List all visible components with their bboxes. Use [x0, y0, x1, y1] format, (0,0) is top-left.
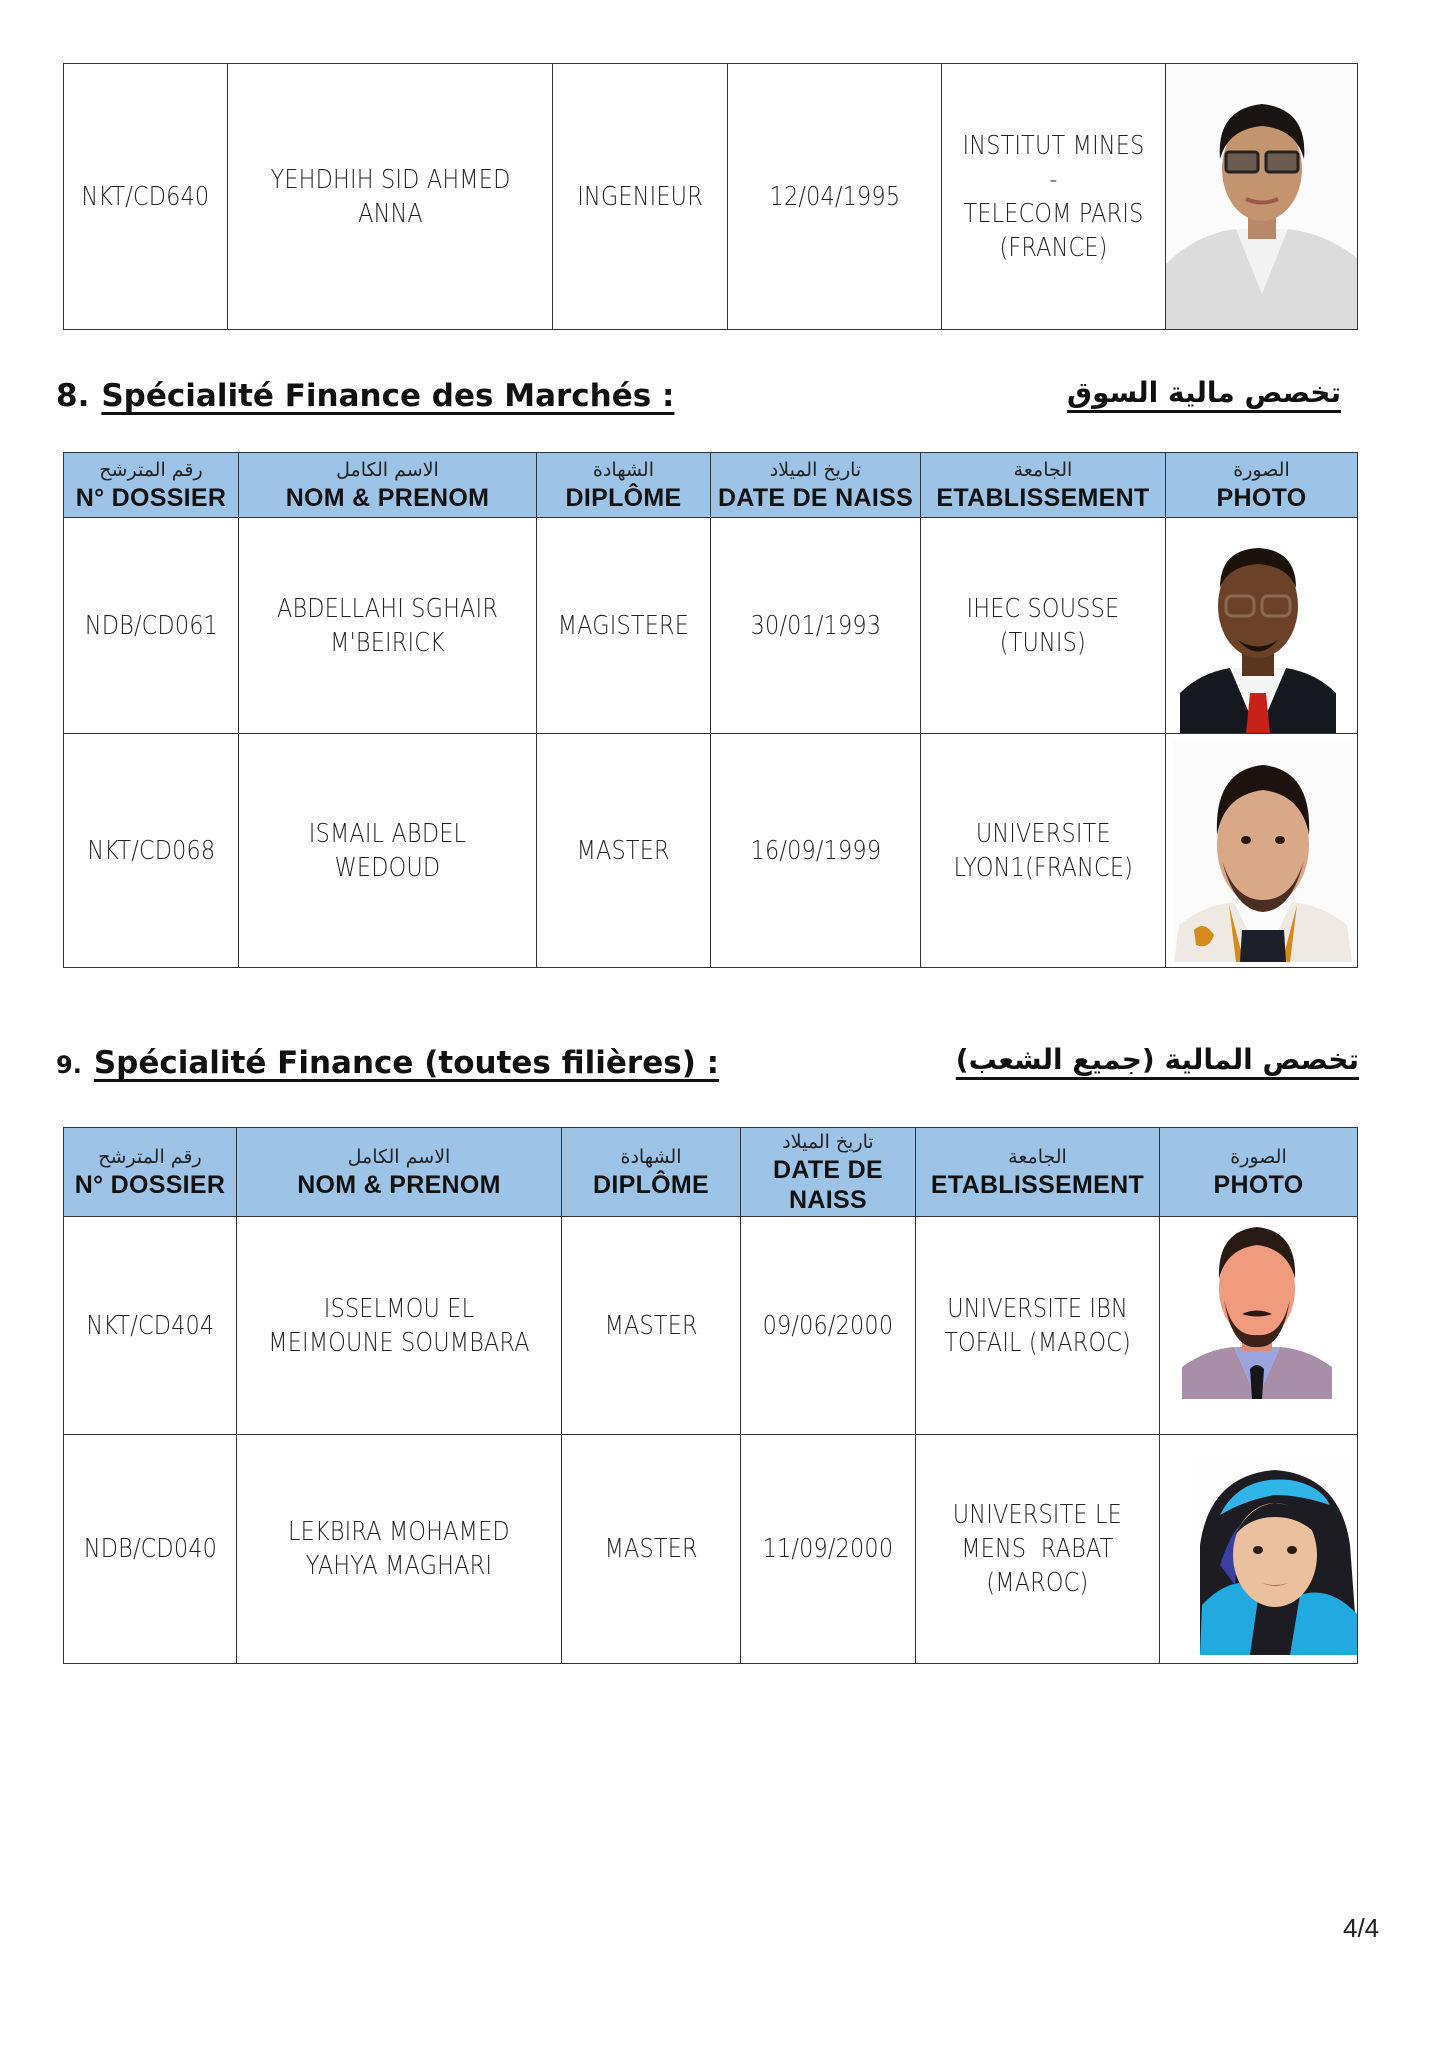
section-number: 9. [56, 1051, 82, 1079]
table-header-row [64, 453, 1358, 518]
candidate-photo [1166, 64, 1357, 329]
section-9-title [56, 1045, 719, 1081]
date-cell: 11/09/2000 [741, 1435, 916, 1664]
header-dossier: رقم المترشح N° DOSSIER [64, 453, 239, 518]
nom-cell: YEHDHIH SID AHMED ANNA [228, 64, 553, 330]
table-row [64, 734, 1358, 968]
candidates-table-finance-marches [63, 452, 1358, 968]
section-number: 8. [56, 378, 90, 414]
nom-cell: ISSELMOU EL MEIMOUNE SOUMBARA [237, 1217, 562, 1435]
header-etablissement: الجامعة ETABLISSEMENT [916, 1128, 1160, 1217]
section-8-title [56, 378, 674, 414]
candidates-table-top [63, 63, 1358, 330]
date-cell: 09/06/2000 [741, 1217, 916, 1435]
etablissement-cell: UNIVERSITE IBN TOFAIL (MAROC) [916, 1217, 1160, 1435]
candidate-photo [1190, 1455, 1358, 1655]
etablissement-cell: UNIVERSITE LYON1(FRANCE) [921, 734, 1166, 968]
date-cell: 30/01/1993 [711, 518, 921, 734]
candidate-photo [1182, 1219, 1332, 1399]
photo-cell [1160, 1435, 1358, 1664]
section-title-text: Spécialité Finance des Marchés : [101, 378, 675, 414]
nom-cell: LEKBIRA MOHAMED YAHYA MAGHARI [237, 1435, 562, 1664]
header-nom: الاسم الكامل NOM & PRENOM [237, 1128, 562, 1217]
dossier-cell: NKT/CD404 [64, 1217, 237, 1435]
table-row [64, 1435, 1358, 1664]
diplome-cell: MASTER [562, 1217, 741, 1435]
header-diplome: الشهادة DIPLÔME [537, 453, 711, 518]
date-cell: 12/04/1995 [728, 64, 942, 330]
header-photo: الصورة PHOTO [1160, 1128, 1358, 1217]
photo-cell [1160, 1217, 1358, 1435]
header-date: تاريخ الميلاد DATE DE NAISS [711, 453, 921, 518]
table-row [64, 518, 1358, 734]
header-diplome: الشهادة DIPLÔME [562, 1128, 741, 1217]
section-title-text: Spécialité Finance (toutes filières) : [93, 1045, 720, 1081]
nom-cell: ABDELLAHI SGHAIR M'BEIRICK [239, 518, 537, 734]
header-dossier: رقم المترشح N° DOSSIER [64, 1128, 237, 1217]
dossier-cell: NKT/CD640 [64, 64, 228, 330]
diplome-cell: MAGISTERE [537, 518, 711, 734]
page-number: 4/4 [1343, 1913, 1380, 1943]
dossier-cell: NDB/CD061 [64, 518, 239, 734]
diplome-cell: MASTER [562, 1435, 741, 1664]
header-etablissement: الجامعة ETABLISSEMENT [921, 453, 1166, 518]
diplome-cell: INGENIEUR [553, 64, 728, 330]
candidate-photo [1174, 740, 1352, 962]
etablissement-cell: IHEC SOUSSE (TUNIS) [921, 518, 1166, 734]
photo-cell [1166, 518, 1358, 734]
table-header-row [64, 1128, 1358, 1217]
header-nom: الاسم الكامل NOM & PRENOM [239, 453, 537, 518]
dossier-cell: NDB/CD040 [64, 1435, 237, 1664]
photo-cell [1166, 734, 1358, 968]
candidate-photo [1180, 528, 1336, 734]
section-8-title-ar: تخصص مالية السوق [1067, 376, 1341, 409]
dossier-cell: NKT/CD068 [64, 734, 239, 968]
table-row [64, 1217, 1358, 1435]
etablissement-cell: UNIVERSITE LE MENS RABAT (MAROC) [916, 1435, 1160, 1664]
section-9-title-ar: تخصص المالية (جميع الشعب) [955, 1043, 1359, 1076]
photo-cell [1166, 64, 1358, 330]
date-cell: 16/09/1999 [711, 734, 921, 968]
diplome-cell: MASTER [537, 734, 711, 968]
etablissement-cell: INSTITUT MINES - TELECOM PARIS (FRANCE) [942, 64, 1166, 330]
table-row [64, 64, 1358, 330]
header-date: تاريخ الميلاد DATE DE NAISS [741, 1128, 916, 1217]
nom-cell: ISMAIL ABDEL WEDOUD [239, 734, 537, 968]
candidates-table-finance [63, 1127, 1358, 1664]
header-photo: الصورة PHOTO [1166, 453, 1358, 518]
